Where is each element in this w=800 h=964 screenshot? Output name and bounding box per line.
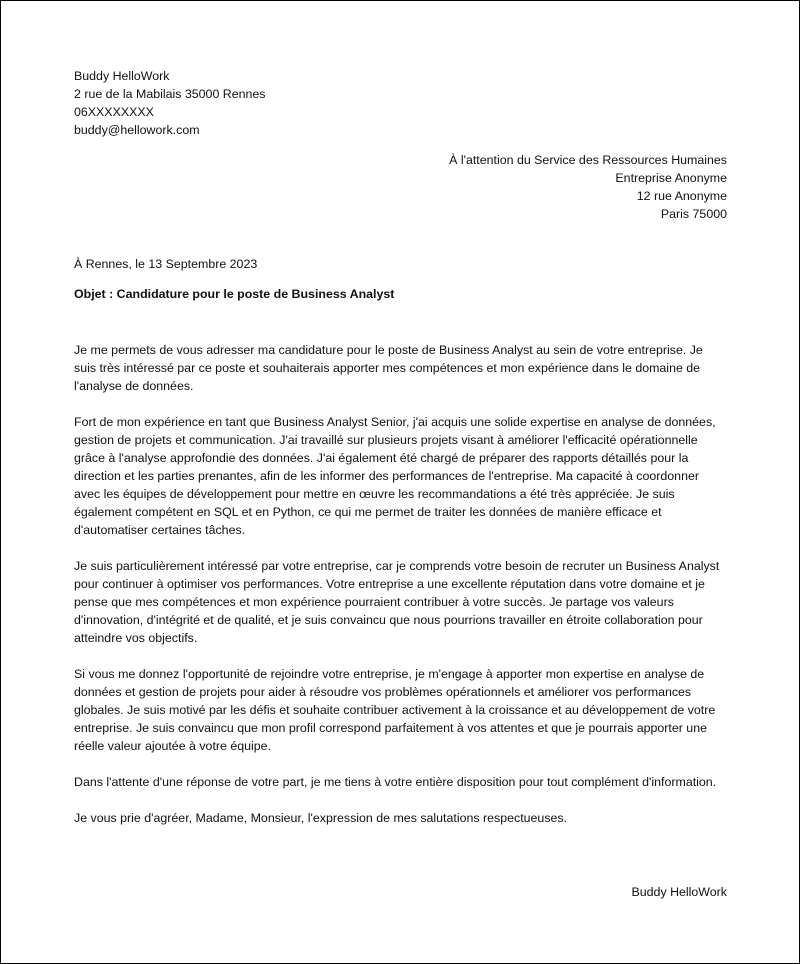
letter-date: À Rennes, le 13 Septembre 2023 [74, 257, 258, 271]
paragraph: Je me permets de vous adresser ma candidature pour le poste de Business Analyst au sein de votre entreprise. Je suis très intéressé par ce poste et souhaiterais apporter mes compétences et mon expérience dans le domaine de l'analyse de données. [74, 343, 703, 393]
recipient-company: Entreprise Anonyme [615, 171, 727, 185]
letter-subject: Objet : Candidature pour le poste de Business Analyst [74, 287, 395, 301]
paragraph: Fort de mon expérience en tant que Business Analyst Senior, j'ai acquis une solide expertise en analyse de données, gestion de projets et communication. J'ai travaillé sur plusieurs projets visant à améliorer l'efficacité opérationnelle grâce à l'analyse approfondie des données. J'ai également été chargé de préparer des rapports détaillés pour la direction et les parties prenantes, afin de les informer des performances de l'entreprise. Ma capacité à coordonner avec les équipes de développement pour mettre en œuvre les recommandations a été très appréciée. Je suis également compétent en SQL et en Python, ce qui me permet de traiter les données de manière efficace et d'automatiser certaines tâches. [74, 415, 716, 537]
sender-phone: 06XXXXXXXX [74, 105, 154, 119]
paragraph: Si vous me donnez l'opportunité de rejoindre votre entreprise, je m'engage à apporter mon expertise en analyse de données et gestion de projets pour aider à résoudre vos problèmes opérationnels et améliorer vos performances globales. Je suis motivé par les défis et souhaite contribuer activement à la croissance et au développement de votre entreprise. Je suis convaincu que mon profil correspond parfaitement à vos attentes et que je pourrais apporter une réelle valeur ajoutée à votre équipe. [74, 667, 716, 753]
paragraph: Dans l'attente d'une réponse de votre part, je me tiens à votre entière disposition pour tout complément d'information. [74, 775, 717, 789]
sender-block [74, 67, 266, 139]
sender-address: 2 rue de la Mabilais 35000 Rennes [74, 87, 266, 101]
sender-email: buddy@hellowork.com [74, 123, 200, 137]
signature: Buddy HelloWork [631, 885, 727, 899]
recipient-city: Paris 75000 [660, 207, 727, 221]
recipient-block [449, 151, 727, 223]
sender-name: Buddy HelloWork [74, 69, 170, 83]
paragraph: Je suis particulièrement intéressé par votre entreprise, car je comprends votre besoin de recruter un Business Analyst pour continuer à optimiser vos performances. Votre entreprise a une excellente réputation dans votre domaine et je pense que mes compétences et mon expérience pourraient contribuer à votre succès. Je partage vos valeurs d'innovation, d'intégrité et de qualité, et je suis convaincu que nous pourrions travailler en étroite collaboration pour atteindre vos objectifs. [74, 559, 720, 645]
recipient-street: 12 rue Anonyme [636, 189, 727, 203]
closing-paragraph: Je vous prie d'agréer, Madame, Monsieur, l'expression de mes salutations respectueuses. [74, 811, 568, 825]
recipient-attention: À l'attention du Service des Ressources Humaines [449, 153, 727, 167]
letter-body [74, 341, 726, 845]
